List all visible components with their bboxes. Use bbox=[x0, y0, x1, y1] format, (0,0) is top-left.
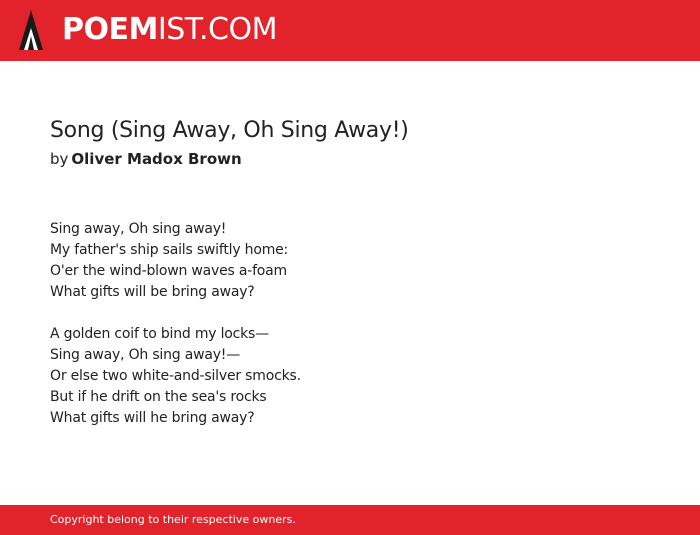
logo-light-text: IST.COM bbox=[157, 12, 277, 47]
poem-title: Song (Sing Away, Oh Sing Away!) bbox=[50, 118, 409, 143]
byline bbox=[50, 148, 242, 170]
by-label: by bbox=[50, 150, 69, 168]
site-logo[interactable] bbox=[62, 12, 277, 48]
copyright-text: Copyright belong to their respective owners. bbox=[50, 513, 296, 526]
author-name: Oliver Madox Brown bbox=[71, 150, 242, 168]
poem-line: Or else two white-and-silver smocks. bbox=[50, 368, 301, 384]
stanza-2 bbox=[50, 324, 301, 429]
site-footer bbox=[0, 505, 700, 535]
poem-line: A golden coif to bind my locks— bbox=[50, 326, 269, 342]
stanza-gap bbox=[50, 303, 301, 324]
logo-strong-text: POEM bbox=[62, 12, 158, 47]
stanza-1 bbox=[50, 219, 301, 303]
poem-body bbox=[50, 219, 301, 429]
site-header bbox=[0, 0, 700, 61]
poem-line: But if he drift on the sea's rocks bbox=[50, 389, 267, 405]
poem-line: O'er the wind-blown waves a-foam bbox=[50, 263, 287, 279]
pencil-tip-icon[interactable] bbox=[19, 10, 43, 52]
poem-line: What gifts will be bring away? bbox=[50, 284, 255, 300]
poem-line: What gifts will he bring away? bbox=[50, 410, 255, 426]
poem-line: My father's ship sails swiftly home: bbox=[50, 242, 289, 258]
poem-line: Sing away, Oh sing away! bbox=[50, 221, 227, 237]
poem-line: Sing away, Oh sing away!— bbox=[50, 347, 241, 363]
